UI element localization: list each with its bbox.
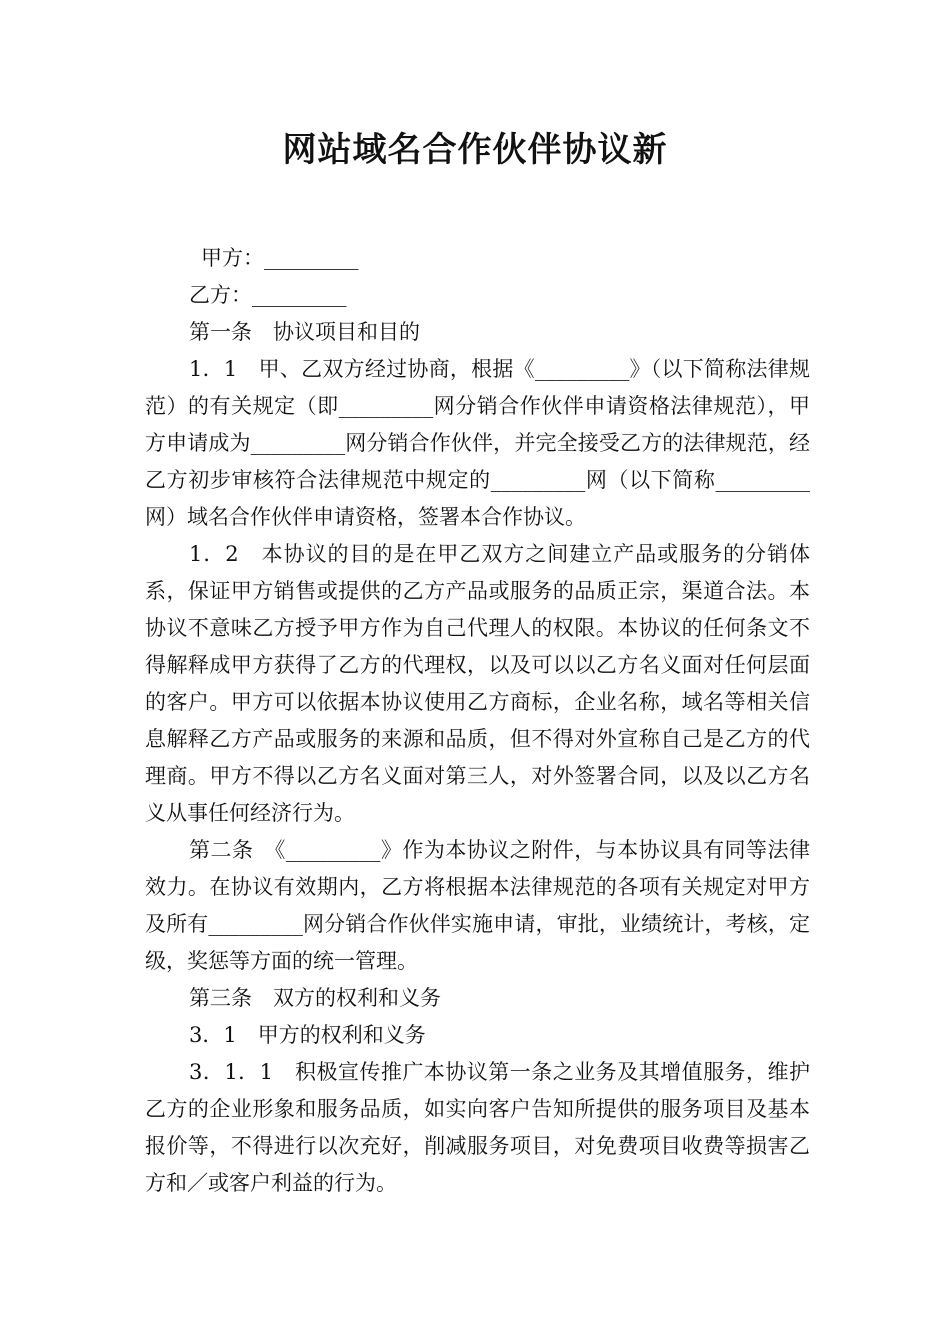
- article-3-heading: 第三条 双方的权利和义务: [189, 986, 441, 1010]
- clause-1-2: 1．2 本协议的目的是在甲乙双方之间建立产品或服务的分销体系，保证甲方销售或提供的乙方产品或服务的品质正宗，渠道合法。本协议不意味乙方授予甲方作为自己代理人的权限。本协议的任何条文不得解释成甲方获得了乙方的代理权，以及可以以乙方名义面对任何层面的客户。甲方可以依据本协议使用乙方商标，企业名称，域名等相关信息解释乙方产品或服务的来源和品质，但不得对外宣称自己是乙方的代理商。甲方不得以乙方名义面对第三人，对外签署合同，以及以乙方名义从事任何经济行为。: [145, 542, 810, 825]
- article-1-heading: 第一条 协议项目和目的: [189, 320, 420, 344]
- clause-3-1-1: 3．1．1 积极宣传推广本协议第一条之业务及其增值服务，维护乙方的企业形象和服务品质，如实向客户告知所提供的服务项目及基本报价等，不得进行以次充好，削减服务项目，对免费项目收费等损害乙方和／或客户利益的行为。: [145, 1060, 810, 1195]
- document-title: 网站域名合作伙伴协议新: [282, 130, 668, 170]
- article-2-paragraph: 第二条 《_________》作为本协议之附件，与本协议具有同等法律效力。在协议有效期内，乙方将根据本法律规范的各项有关规定对甲方及所有_________网分销合作伙伴实施申请，审批，业绩统计，考核，定级，奖惩等方面的统一管理。: [145, 838, 810, 973]
- clause-3-1: 3．1 甲方的权利和义务: [189, 1023, 426, 1047]
- clause-1-1: 1．1 甲、乙双方经过协商，根据《_________》（以下简称法律规范）的有关规定（即_________网分销合作伙伴申请资格法律规范），甲方申请成为_________网分销合作伙伴，并完全接受乙方的法律规范，经乙方初步审核符合法律规范中规定的_________网（以下简称_________网）域名合作伙伴申请资格，签署本合作协议。: [145, 357, 810, 529]
- party-b-line: 乙方：_________: [189, 283, 347, 307]
- document-body: [145, 240, 810, 1202]
- party-a-line: 甲方：_________: [201, 246, 359, 270]
